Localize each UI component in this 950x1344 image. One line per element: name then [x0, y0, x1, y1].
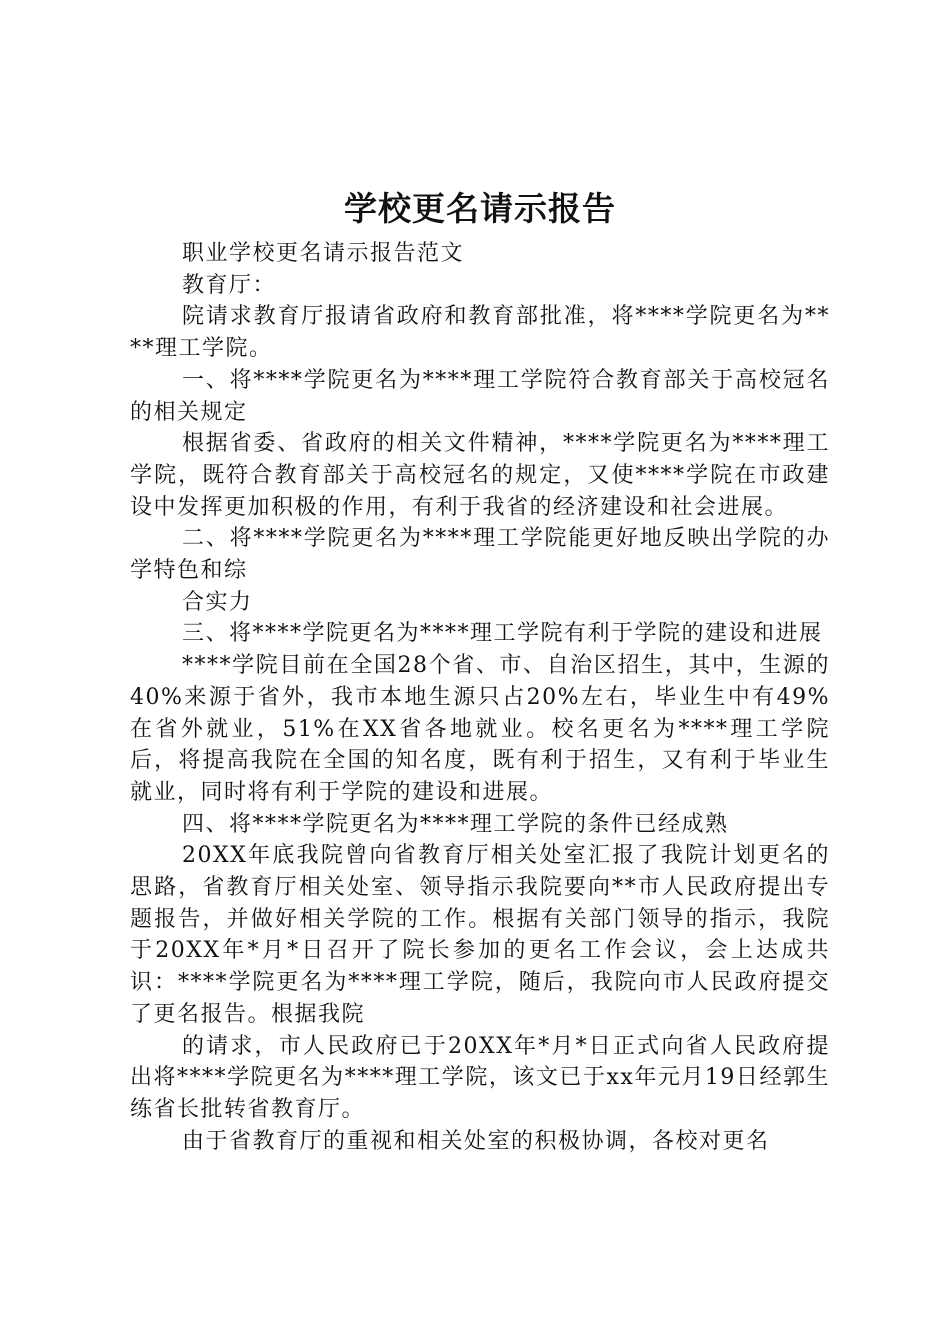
paragraph-addressee: 教育厅：	[182, 272, 277, 298]
paragraph-body-3: ****学院目前在全国28个省、市、自治区招生，其中，生源的40%来源于省外，我市本地生源只占20%左右，毕业生中有49%在省外就业，51%在XX省各地就业。校名更名为****理工学院后，将提高我院在全国的知名度，既有利于招生，又有利于毕业生就业，同时将有利于学院的建设和进展。	[130, 653, 830, 805]
paragraph-heading-4: 四、将****学院更名为****理工学院的条件已经成熟	[182, 811, 729, 837]
document-page	[130, 182, 830, 1157]
paragraph-heading-1: 一、将****学院更名为****理工学院符合教育部关于高校冠名的相关规定	[130, 367, 830, 425]
paragraph-subtitle: 职业学校更名请示报告范文	[182, 241, 465, 266]
paragraph-body-5: 由于省教育厅的重视和相关处室的积极协调，各校对更名	[182, 1128, 770, 1154]
paragraph-body-4: 20XX年底我院曾向省教育厅相关处室汇报了我院计划更名的思路，省教育厅相关处室、领导指示我院要向**市人民政府提出专题报告，并做好相关学院的工作。根据有关部门领导的指示，我院于20XX年*月*日召开了院长参加的更名工作会议，会上达成共识：****学院更名为****理工学院，随后，我院向市人民政府提交了更名报告。根据我院	[130, 843, 830, 1027]
paragraph-body-1: 根据省委、省政府的相关文件精神，****学院更名为****理工学院，既符合教育部关于高校冠名的规定，又使****学院在市政建设中发挥更加积极的作用，有利于我省的经济建设和社会进展。	[130, 431, 830, 520]
paragraph-body-4-continued: 的请求，市人民政府已于20XX年*月*日正式向省人民政府提出将****学院更名为****理工学院，该文已于xx年元月19日经郭生练省长批转省教育厅。	[130, 1033, 830, 1122]
paragraph-request: 院请求教育厅报请省政府和教育部批准，将****学院更名为****理工学院。	[130, 304, 830, 362]
document-title: 学校更名请示报告	[344, 189, 616, 228]
paragraph-heading-3: 三、将****学院更名为****理工学院有利于学院的建设和进展	[182, 621, 823, 647]
paragraph-heading-2: 二、将****学院更名为****理工学院能更好地反映出学院的办学特色和综	[130, 526, 830, 584]
paragraph-heading-2-continued: 合实力	[182, 589, 253, 615]
